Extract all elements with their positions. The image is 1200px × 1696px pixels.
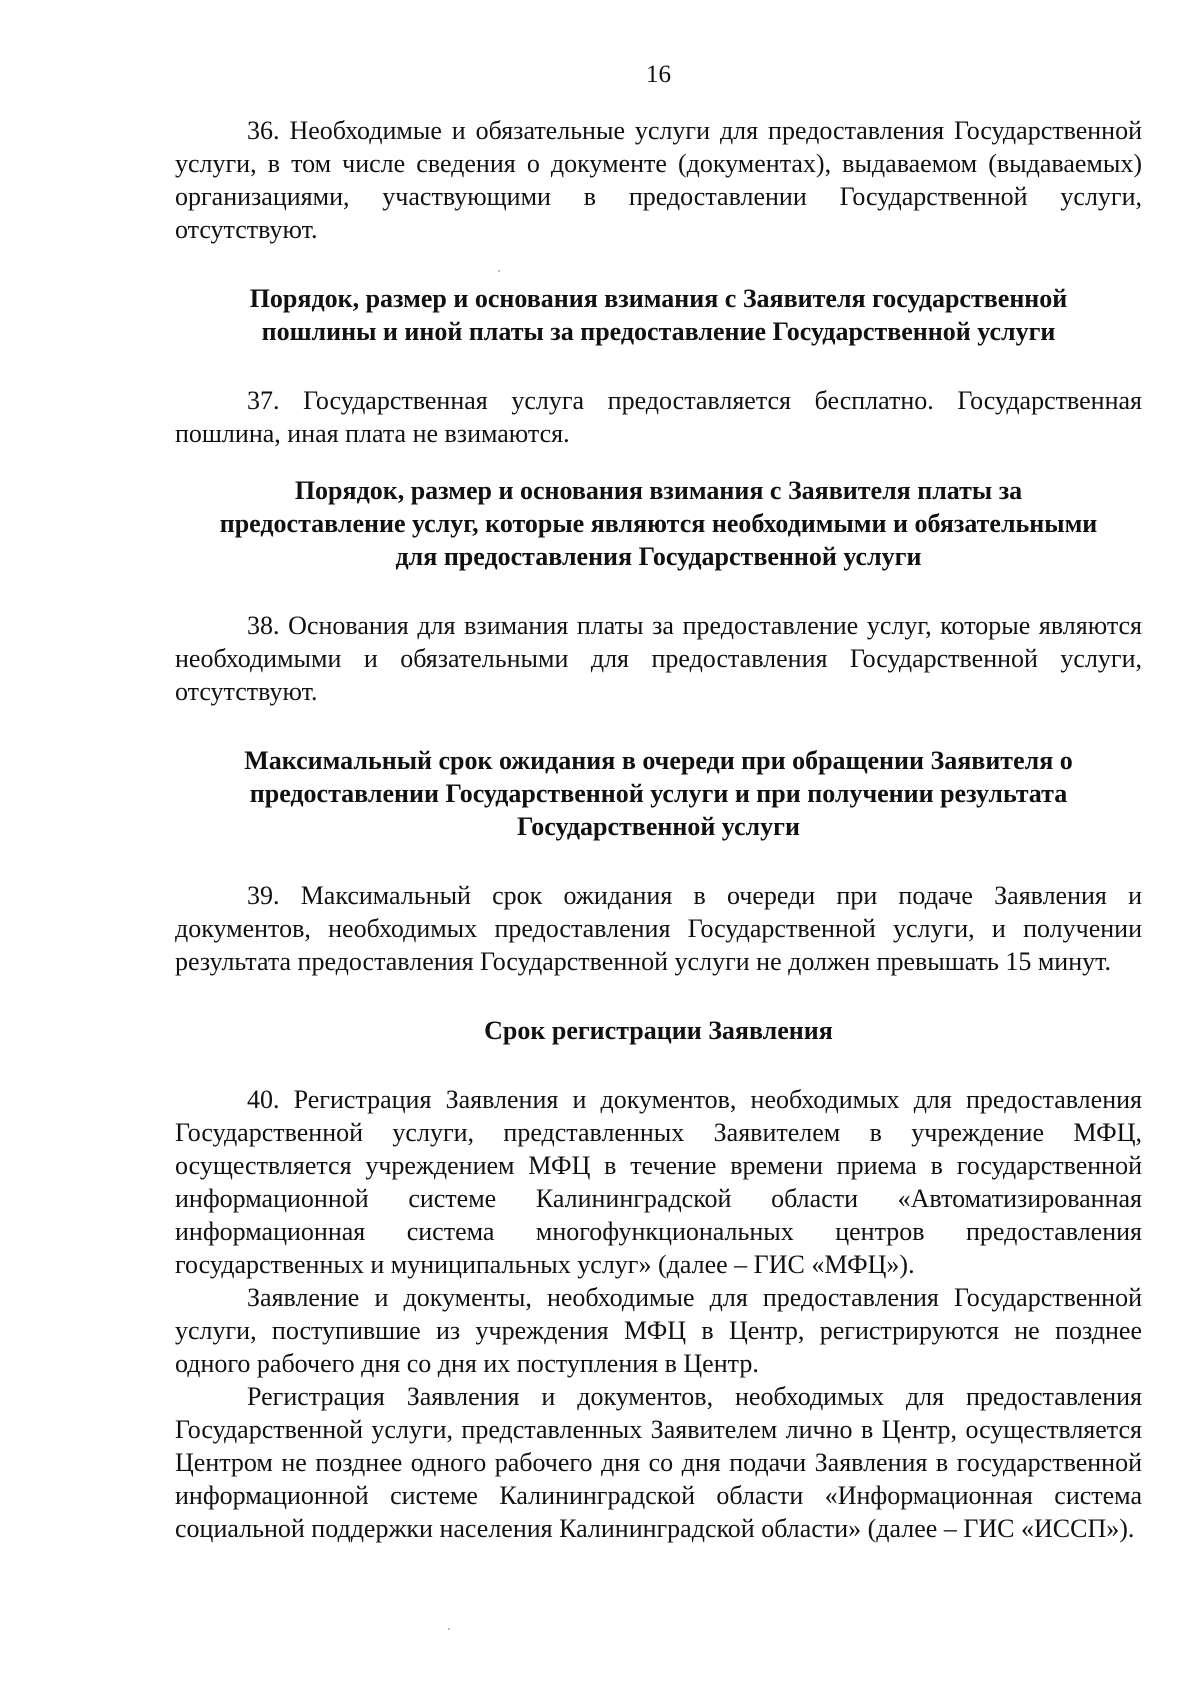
paragraph-38: 38. Основания для взимания платы за предоставление услуг, которые являются необходимыми и обязательными для предоставления Государственной услуги, отсутствуют. <box>175 611 1142 706</box>
paragraph-40: 40. Регистрация Заявления и документов, необходимых для предоставления Государственной услуги, представленных Заявителем в учреждение МФЦ, осуществляется учреждением МФЦ в течение времени приема в государственной информационной системе Калининградской области «Автоматизированная информационная система многофункциональных центров предоставления государственных и муниципальных услуг» (далее – ГИС «МФЦ»). <box>175 1085 1142 1279</box>
heading-line: Максимальный срок ожидания в очереди при обращении Заявителя о <box>244 746 1073 775</box>
heading-line: предоставлении Государственной услуги и при получении результата <box>249 779 1068 808</box>
spacer <box>175 843 1142 879</box>
paragraph-40-mfc-documents: Заявление и документы, необходимые для предоставления Государственной услуги, поступившие из учреждения МФЦ в Центр, регистрируются не позднее одного рабочего дня со дня их поступления в Центр. <box>175 1283 1142 1378</box>
paragraph-39: 39. Максимальный срок ожидания в очереди при подаче Заявления и документов, необходимых предоставления Государственной услуги, и получении результата предоставления Государственной услуги не должен превышать 15 минут. <box>175 881 1142 976</box>
heading-line: Порядок, размер и основания взимания с Заявителя платы за <box>294 476 1023 505</box>
heading-line: Порядок, размер и основания взимания с Заявителя государственной <box>249 284 1068 313</box>
heading-line: пошлины и иной платы за предоставление Государственной услуги <box>261 317 1056 346</box>
scan-speck <box>448 1628 450 1630</box>
page-number: 16 <box>646 61 671 88</box>
heading-line: для предоставления Государственной услуги <box>395 542 922 571</box>
spacer <box>175 348 1142 384</box>
spacer <box>175 1047 1142 1083</box>
paragraph-36: 36. Необходимые и обязательные услуги для предоставления Государственной услуги, в том числе сведения о документе (документах), выдаваемом (выдаваемых) организациями, участвующими в предоставлении Государственной услуги, отсутствуют. <box>175 116 1142 244</box>
heading-queue-waiting-time <box>175 744 1142 843</box>
spacer <box>175 978 1142 1014</box>
spacer <box>175 708 1142 744</box>
heading-registration-term <box>175 1014 1142 1047</box>
heading-line: Срок регистрации Заявления <box>484 1016 833 1045</box>
scan-speck <box>498 270 500 272</box>
spacer <box>175 450 1142 474</box>
heading-required-services-fee <box>175 474 1142 573</box>
heading-fee-procedure <box>175 282 1142 348</box>
spacer <box>175 246 1142 282</box>
document-page <box>175 60 1142 1545</box>
paragraph-40-personal-submission: Регистрация Заявления и документов, необходимых для предоставления Государственной услуги, представленных Заявителем лично в Центр, осуществляется Центром не позднее одного рабочего дня со дня подачи Заявления в государственной информационной системе Калининградской области «Информационная система социальной поддержки населения Калининградской области» (далее – ГИС «ИССП»). <box>175 1382 1142 1543</box>
heading-line: предоставление услуг, которые являются необходимыми и обязательными <box>219 509 1098 538</box>
spacer <box>175 573 1142 609</box>
heading-line: Государственной услуги <box>517 812 800 841</box>
paragraph-37: 37. Государственная услуга предоставляется бесплатно. Государственная пошлина, иная плата не взимаются. <box>175 386 1142 448</box>
